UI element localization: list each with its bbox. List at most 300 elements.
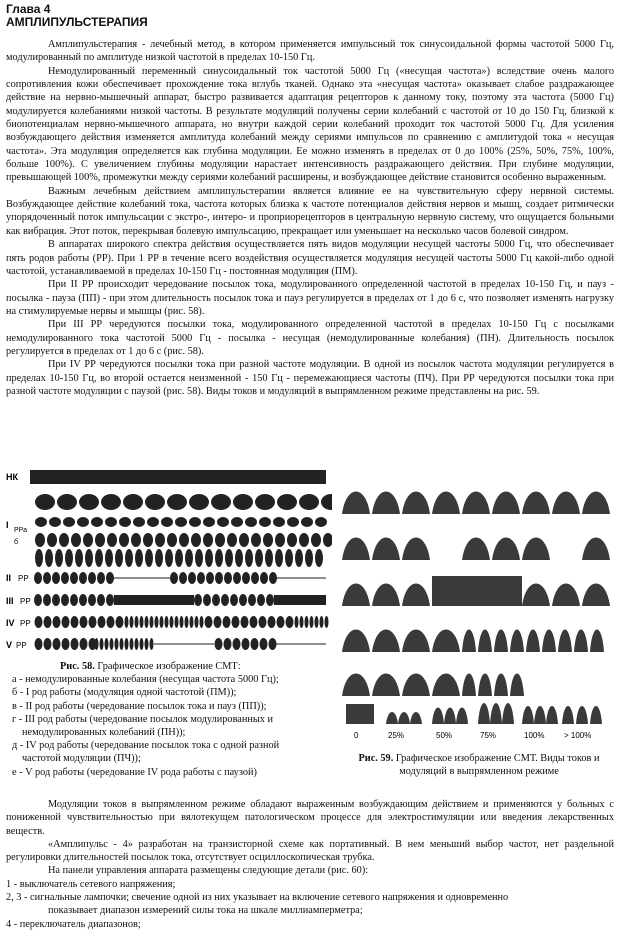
burst — [71, 638, 79, 650]
scale-label-75: 75% — [480, 731, 497, 740]
modulated-burst — [205, 549, 213, 567]
rectified-hump — [522, 584, 550, 607]
modulated-burst — [287, 533, 297, 547]
modulated-burst — [105, 517, 117, 527]
modulated-burst — [47, 533, 57, 547]
burst — [145, 616, 149, 628]
burst — [79, 594, 87, 606]
rectified-hump — [432, 630, 460, 653]
modulated-burst — [211, 494, 231, 510]
depth-hump — [502, 703, 514, 724]
burst — [115, 638, 119, 650]
burst — [233, 572, 241, 584]
modulated-burst — [235, 549, 243, 567]
modulated-burst — [107, 533, 117, 547]
rectified-block — [432, 576, 522, 606]
burst — [205, 616, 213, 628]
modulated-burst — [233, 494, 253, 510]
caption-item-v: в - II род работы (чередование посылок тока и пауз (ПП)); — [12, 700, 267, 712]
body-text — [6, 38, 614, 398]
burst — [97, 594, 105, 606]
paragraph: Немодулированный переменный синусоидальный ток частотой 5000 Гц («несущая частота») вследствие очень малого сопротивления кожи обеспечивает прохождение тока вглубь тканей. Однако эта «несущая частота» оказывает слабое раздражающее действие на нервно-мышечный аппарат, быстро развивается адаптация рецепторов к данному току, поэтому эта частота (5000 Гц) модулируется колебаниями низкой частоты. В результате модуляций получены серии колебаний с частотой от 10 до 150 Гц, близкой к биопотенциалам нервно-мышечного аппарата, но внутри каждой серии колебаний проходит ток частотой 5000 Гц. Для усиления возбуждающего действия изменяется амплитуда колебаний между сериями импульсов по сравнению с амплитудой тока « несущая частота». Эта модуляция определяется как глубина модуляции. Ее можно изменять в пределах от 0 до 100% (25%, 50%, 75%, 100%, больше 100%). С увеличением глубины модуляции нарастает интенсивность раздражающего действия. При глубине модуляции, превышающей 100%, промежутки между сериями колебаний расширены, и возбуждающее действие становится особенно выраженным. — [6, 65, 614, 184]
burst — [150, 616, 154, 628]
modulated-burst — [35, 549, 43, 567]
burst — [61, 594, 69, 606]
modulated-burst — [191, 533, 201, 547]
rectified-hump — [522, 538, 550, 561]
burst — [224, 638, 232, 650]
rectified-hump — [494, 630, 508, 653]
modulated-burst — [131, 533, 141, 547]
burst — [315, 616, 319, 628]
modulated-burst — [165, 549, 173, 567]
depth-hump — [444, 708, 456, 725]
burst — [100, 638, 104, 650]
depth-hump — [432, 708, 444, 725]
caption-item-b: б - I род работы (модуляция одной частотой (ПМ)); — [12, 687, 237, 699]
burst — [260, 572, 268, 584]
modulated-burst — [59, 533, 69, 547]
modulated-burst — [123, 494, 143, 510]
label-iii: III — [6, 596, 14, 606]
modulated-burst — [231, 517, 243, 527]
depth-hump — [490, 703, 502, 724]
label-rr-2: РР — [18, 574, 29, 583]
modulated-burst — [255, 549, 263, 567]
scale-label-25: 25% — [388, 731, 405, 740]
burst — [79, 572, 87, 584]
modulated-burst — [295, 549, 303, 567]
burst — [239, 594, 247, 606]
depth-hump — [590, 706, 602, 724]
burst — [223, 616, 231, 628]
modulated-burst — [119, 533, 129, 547]
label-nk: НК — [6, 472, 18, 482]
rectified-hump — [478, 630, 492, 653]
rectified-hump — [582, 584, 610, 607]
chapter-title: АМПЛИПУЛЬСТЕРАПИЯ — [6, 15, 148, 29]
label-i: I — [6, 520, 9, 530]
burst — [170, 572, 178, 584]
label-rr-5: РР — [16, 641, 27, 650]
label-rr-3: РР — [20, 597, 31, 606]
modulated-burst — [145, 494, 165, 510]
rectified-hump — [582, 492, 610, 515]
modulated-burst — [275, 533, 285, 547]
rectified-hump — [402, 674, 430, 697]
modulated-burst — [263, 533, 273, 547]
label-rr-4: РР — [20, 619, 31, 628]
rectified-hump — [342, 584, 370, 607]
scale-label-100: 100% — [524, 731, 545, 740]
burst — [105, 638, 109, 650]
rectified-hump — [372, 630, 400, 653]
scale-label-over-100: > 100% — [564, 731, 592, 740]
burst — [241, 616, 249, 628]
burst — [34, 572, 42, 584]
rectified-hump — [432, 674, 460, 697]
burst — [34, 594, 42, 606]
modulated-burst — [91, 517, 103, 527]
depth-hump — [576, 706, 588, 724]
burst — [197, 572, 205, 584]
modulated-burst — [315, 517, 327, 527]
modulated-burst — [175, 549, 183, 567]
burst — [35, 638, 43, 650]
burst — [257, 594, 265, 606]
burst — [305, 616, 309, 628]
modulated-burst — [285, 549, 293, 567]
burst — [310, 616, 314, 628]
burst — [286, 616, 294, 628]
burst — [52, 594, 60, 606]
burst — [150, 638, 154, 650]
modulated-burst — [95, 549, 103, 567]
figure-58-waveforms — [4, 466, 332, 656]
figure-59-rectified-modulation — [340, 470, 616, 740]
burst — [194, 594, 202, 606]
burst — [248, 594, 256, 606]
modulated-burst — [45, 549, 53, 567]
scale-label-50: 50% — [436, 731, 453, 740]
depth-hump — [478, 703, 490, 724]
rectified-hump — [402, 538, 430, 561]
rectified-hump — [462, 674, 476, 697]
burst — [135, 616, 139, 628]
burst — [110, 638, 114, 650]
rectified-hump — [372, 674, 400, 697]
label-ii: II — [6, 573, 12, 583]
rectified-hump — [552, 492, 580, 515]
label-rr-a: РРа — [14, 527, 27, 534]
rectified-hump — [342, 674, 370, 697]
burst — [277, 616, 285, 628]
modulated-burst — [35, 494, 55, 510]
list-item: 1 - выключатель сетевого напряжения; — [6, 878, 176, 890]
burst — [106, 594, 114, 606]
burst — [212, 594, 220, 606]
modulated-burst — [71, 533, 81, 547]
rectified-hump — [492, 538, 520, 561]
modulated-burst — [227, 533, 237, 547]
burst — [44, 638, 52, 650]
burst — [188, 572, 196, 584]
burst — [70, 572, 78, 584]
burst — [53, 638, 61, 650]
rectified-hump — [478, 674, 492, 697]
list-item: 4 - переключатель диапазонов; — [6, 918, 141, 930]
caption-heading: Рис. 58. Графическое изображение СМТ: — [60, 661, 241, 672]
burst — [70, 594, 78, 606]
burst — [251, 572, 259, 584]
modulated-burst — [301, 517, 313, 527]
label-v: V — [6, 640, 13, 650]
burst — [130, 638, 134, 650]
burst — [206, 572, 214, 584]
rectified-hump — [558, 630, 572, 653]
burst — [95, 638, 99, 650]
modulated-burst — [305, 549, 313, 567]
modulated-burst — [49, 517, 61, 527]
burst — [135, 638, 139, 650]
modulated-burst — [35, 533, 45, 547]
modulated-burst — [35, 517, 47, 527]
burst — [214, 616, 222, 628]
rectified-hump — [582, 538, 610, 561]
burst — [224, 572, 232, 584]
list-item: 2, 3 - сигнальные лампочки; свечение одной из них указывает на включение сетевого напряжения и одновременно показывает диапазон измерений силы тока на шкале миллиамперметра; — [6, 892, 509, 917]
modulated-burst — [155, 533, 165, 547]
burst — [215, 572, 223, 584]
burst — [116, 616, 124, 628]
burst — [230, 594, 238, 606]
burst — [260, 638, 268, 650]
rectified-hump — [372, 538, 400, 561]
burst — [120, 638, 124, 650]
paragraph: При III РР чередуются посылки тока, модулированного определенной частотой в пределах 10-150 Гц с посылками немодулированного тока частотой 5000 Гц - посылка - несущая (немодулированные колебания) (ПН). Длительность посылок регулируется в пределах от 1 до 6 с (рис. 58). — [6, 319, 614, 357]
scale-label-0: 0 — [354, 731, 359, 740]
modulated-burst — [259, 517, 271, 527]
burst — [125, 616, 129, 628]
modulated-burst — [189, 517, 201, 527]
depth-hump — [410, 712, 422, 724]
burst — [266, 594, 274, 606]
modulated-burst — [105, 549, 113, 567]
burst — [62, 616, 70, 628]
modulated-burst — [167, 494, 187, 510]
label-iv: IV — [6, 618, 15, 628]
burst — [61, 572, 69, 584]
caption-item-e: е - V род работы (чередование IV рода работы с паузой) — [12, 766, 257, 778]
rectified-hump — [462, 492, 490, 515]
burst — [145, 638, 149, 650]
modulated-burst — [83, 533, 93, 547]
label-b: б — [14, 539, 19, 546]
rectified-hump — [372, 492, 400, 515]
rectified-hump — [402, 630, 430, 653]
depth-hump — [386, 712, 398, 724]
paragraph: На панели управления аппарата размещены следующие детали (рис. 60): — [48, 865, 369, 877]
depth-block — [346, 704, 374, 724]
burst — [107, 616, 115, 628]
rectified-hump — [342, 492, 370, 515]
rectified-hump — [574, 630, 588, 653]
depth-hump — [398, 712, 410, 724]
paragraph: В аппаратах широкого спектра действия осуществляется пять видов модуляции несущей частоты 5000 Гц, что обеспечивает пять родов работы (РР). При 1 РР в течение всего воздействия осуществляется модуляция несущей частоты 5000 Гц какой-либо одной частотой, устанавливаемой в пределах 10-150 Гц - постоянная модуляция (ПМ). — [6, 239, 614, 277]
burst — [130, 616, 134, 628]
modulated-burst — [133, 517, 145, 527]
burst — [80, 638, 88, 650]
burst — [155, 616, 159, 628]
burst — [88, 572, 96, 584]
waveform-group — [30, 470, 332, 650]
modulated-burst — [167, 533, 177, 547]
modulated-burst — [63, 517, 75, 527]
burst — [215, 638, 223, 650]
modulated-burst — [215, 549, 223, 567]
burst — [175, 616, 179, 628]
modulated-burst — [143, 533, 153, 547]
modulated-burst — [95, 533, 105, 547]
burst — [242, 572, 250, 584]
caption-item-a: а - немодулированные колебания (несущая частота 5000 Гц); — [12, 674, 279, 686]
rectified-hump — [402, 492, 430, 515]
burst — [200, 616, 204, 628]
burst — [44, 616, 52, 628]
burst — [140, 638, 144, 650]
carrier-block — [114, 595, 194, 605]
burst — [71, 616, 79, 628]
burst — [180, 616, 184, 628]
modulated-burst — [119, 517, 131, 527]
modulated-burst — [195, 549, 203, 567]
modulated-burst — [55, 549, 63, 567]
modulated-burst — [135, 549, 143, 567]
burst — [221, 594, 229, 606]
rectified-hump — [342, 538, 370, 561]
rectified-hump — [494, 674, 508, 697]
modulated-burst — [125, 549, 133, 567]
modulated-burst — [189, 494, 209, 510]
rectified-hump — [590, 630, 604, 653]
rectified-hump — [552, 584, 580, 607]
burst — [325, 616, 329, 628]
modulated-burst — [101, 494, 121, 510]
rectified-hump — [432, 492, 460, 515]
burst — [88, 594, 96, 606]
burst — [98, 616, 106, 628]
paragraph: При IV РР чередуются посылки тока при разной частоте модуляции. В одной из посылок частота модуляции регулируется в пределах 10-150 Гц, во второй остается неизменной - 150 Гц - перемежающиеся частоты (ПЧ). При РР чередуются посылки тока при разной частоте модуляции с паузой (рис. 58). Виды токов и модуляций в выпрямленном режиме представлены на рис. 59. — [6, 359, 614, 397]
burst — [233, 638, 241, 650]
modulated-burst — [217, 517, 229, 527]
rectified-hump — [462, 630, 476, 653]
figure-59-caption: Рис. 59. Графическое изображение СМТ. Виды токов и модуляций в выпрямленном режиме — [358, 753, 600, 777]
rectified-hump — [372, 584, 400, 607]
burst — [165, 616, 169, 628]
burst — [251, 638, 259, 650]
burst — [190, 616, 194, 628]
burst — [106, 572, 114, 584]
modulated-burst — [57, 494, 77, 510]
modulated-burst — [255, 494, 275, 510]
modulated-burst — [265, 549, 273, 567]
rectified-hump — [342, 630, 370, 653]
modulated-burst — [273, 517, 285, 527]
burst — [43, 594, 51, 606]
burst — [52, 572, 60, 584]
caption-item-g: г - III род работы (чередование посылок модулированных и немодулированных колебаний (ПН)); — [12, 713, 274, 739]
modulated-burst — [185, 549, 193, 567]
depth-hump — [562, 706, 574, 724]
depth-hump — [546, 706, 558, 724]
burst — [62, 638, 70, 650]
modulated-burst — [85, 549, 93, 567]
paragraph: Важным лечебным действием амплипульстерапии является влияние ее на чувствительную сферу нервной системы. Возбуждающее действие колебаний тока, частота которых близка к частоте потенциалов действия нервов и мышц, создает ритмически упорядоченный поток импульсации с экстро-, интеро- и проприорецепторов в центральную нервную систему, что ощущается больными как вибрация. Этот поток, перекрывая болевую импульсацию, прекращает или уменьшает на несколько часов болевой синдром. — [6, 185, 614, 237]
burst — [179, 572, 187, 584]
modulated-burst — [179, 533, 189, 547]
figure-58-caption — [12, 660, 342, 779]
rectified-hump — [510, 674, 524, 697]
modulated-burst — [147, 517, 159, 527]
rectified-hump — [402, 584, 430, 607]
modulated-burst — [245, 549, 253, 567]
modulated-burst — [175, 517, 187, 527]
modulated-burst — [79, 494, 99, 510]
rectified-hump — [526, 630, 540, 653]
modulated-burst — [321, 494, 332, 510]
modulated-burst — [311, 533, 321, 547]
burst — [97, 572, 105, 584]
burst — [53, 616, 61, 628]
modulated-burst — [203, 533, 213, 547]
modulated-burst — [225, 549, 233, 567]
rectified-waveform-group — [342, 492, 610, 725]
rectified-hump — [492, 492, 520, 515]
bottom-text — [6, 798, 614, 931]
burst — [232, 616, 240, 628]
modulated-burst — [275, 549, 283, 567]
rectified-hump — [462, 538, 490, 561]
paragraph: При II РР происходит чередование посылок тока, модулированного определенной частотой в пределах 10-150 Гц, и пауз - посылка - пауза (ПП) - при этом длительность посылок тока и пауз регулируется в пределах от 1 до 6 с, что позволяет изменять нагрузку на стимулируемые нервы и мышцы (рис. 58). — [6, 279, 614, 317]
burst — [242, 638, 250, 650]
modulated-burst — [115, 549, 123, 567]
rectified-hump — [542, 630, 556, 653]
burst — [268, 616, 276, 628]
modulated-burst — [77, 517, 89, 527]
rectified-hump — [510, 630, 524, 653]
modulated-burst — [161, 517, 173, 527]
modulated-burst — [277, 494, 297, 510]
paragraph: Модуляции токов в выпрямленном режиме обладают выраженным возбуждающим действием и применяются у больных с пониженной чувствительностью при вялотекущем патологическом процессе для электростимуляции или введения лекарственных веществ. — [6, 799, 614, 837]
burst — [195, 616, 199, 628]
modulated-burst — [215, 533, 225, 547]
burst — [259, 616, 267, 628]
modulated-burst — [299, 494, 319, 510]
paragraph: Амплипульстерапия - лечебный метод, в котором применяется импульсный ток синусоидальной формы частотой 5000 Гц, модулированный по амплитуде низкой частотой в пределах 10-150 Гц. — [6, 39, 614, 64]
rectified-hump — [522, 492, 550, 515]
depth-hump — [534, 706, 546, 724]
burst — [185, 616, 189, 628]
depth-hump — [522, 706, 534, 724]
burst — [43, 572, 51, 584]
modulated-burst — [287, 517, 299, 527]
modulated-burst — [155, 549, 163, 567]
modulated-burst — [203, 517, 215, 527]
burst — [300, 616, 304, 628]
burst — [320, 616, 324, 628]
modulated-burst — [323, 533, 332, 547]
burst — [125, 638, 129, 650]
modulated-burst — [75, 549, 83, 567]
modulated-burst — [245, 517, 257, 527]
burst — [250, 616, 258, 628]
burst — [35, 616, 43, 628]
burst — [295, 616, 299, 628]
burst — [170, 616, 174, 628]
modulated-burst — [65, 549, 73, 567]
paragraph: «Амплипульс - 4» разработан на транзисторной схеме как портативный. В нем меньший выбор частот, нет раздельной регулировки длительностей посылок тока, отсутствует осциллоскопическая трубка. — [6, 838, 614, 864]
chapter-number: Глава 4 — [6, 2, 51, 16]
modulated-burst — [315, 549, 323, 567]
burst — [80, 616, 88, 628]
modulated-burst — [145, 549, 153, 567]
burst — [160, 616, 164, 628]
burst — [140, 616, 144, 628]
carrier-block — [274, 595, 326, 605]
modulated-burst — [251, 533, 261, 547]
modulated-burst — [239, 533, 249, 547]
carrier-band — [30, 470, 326, 484]
